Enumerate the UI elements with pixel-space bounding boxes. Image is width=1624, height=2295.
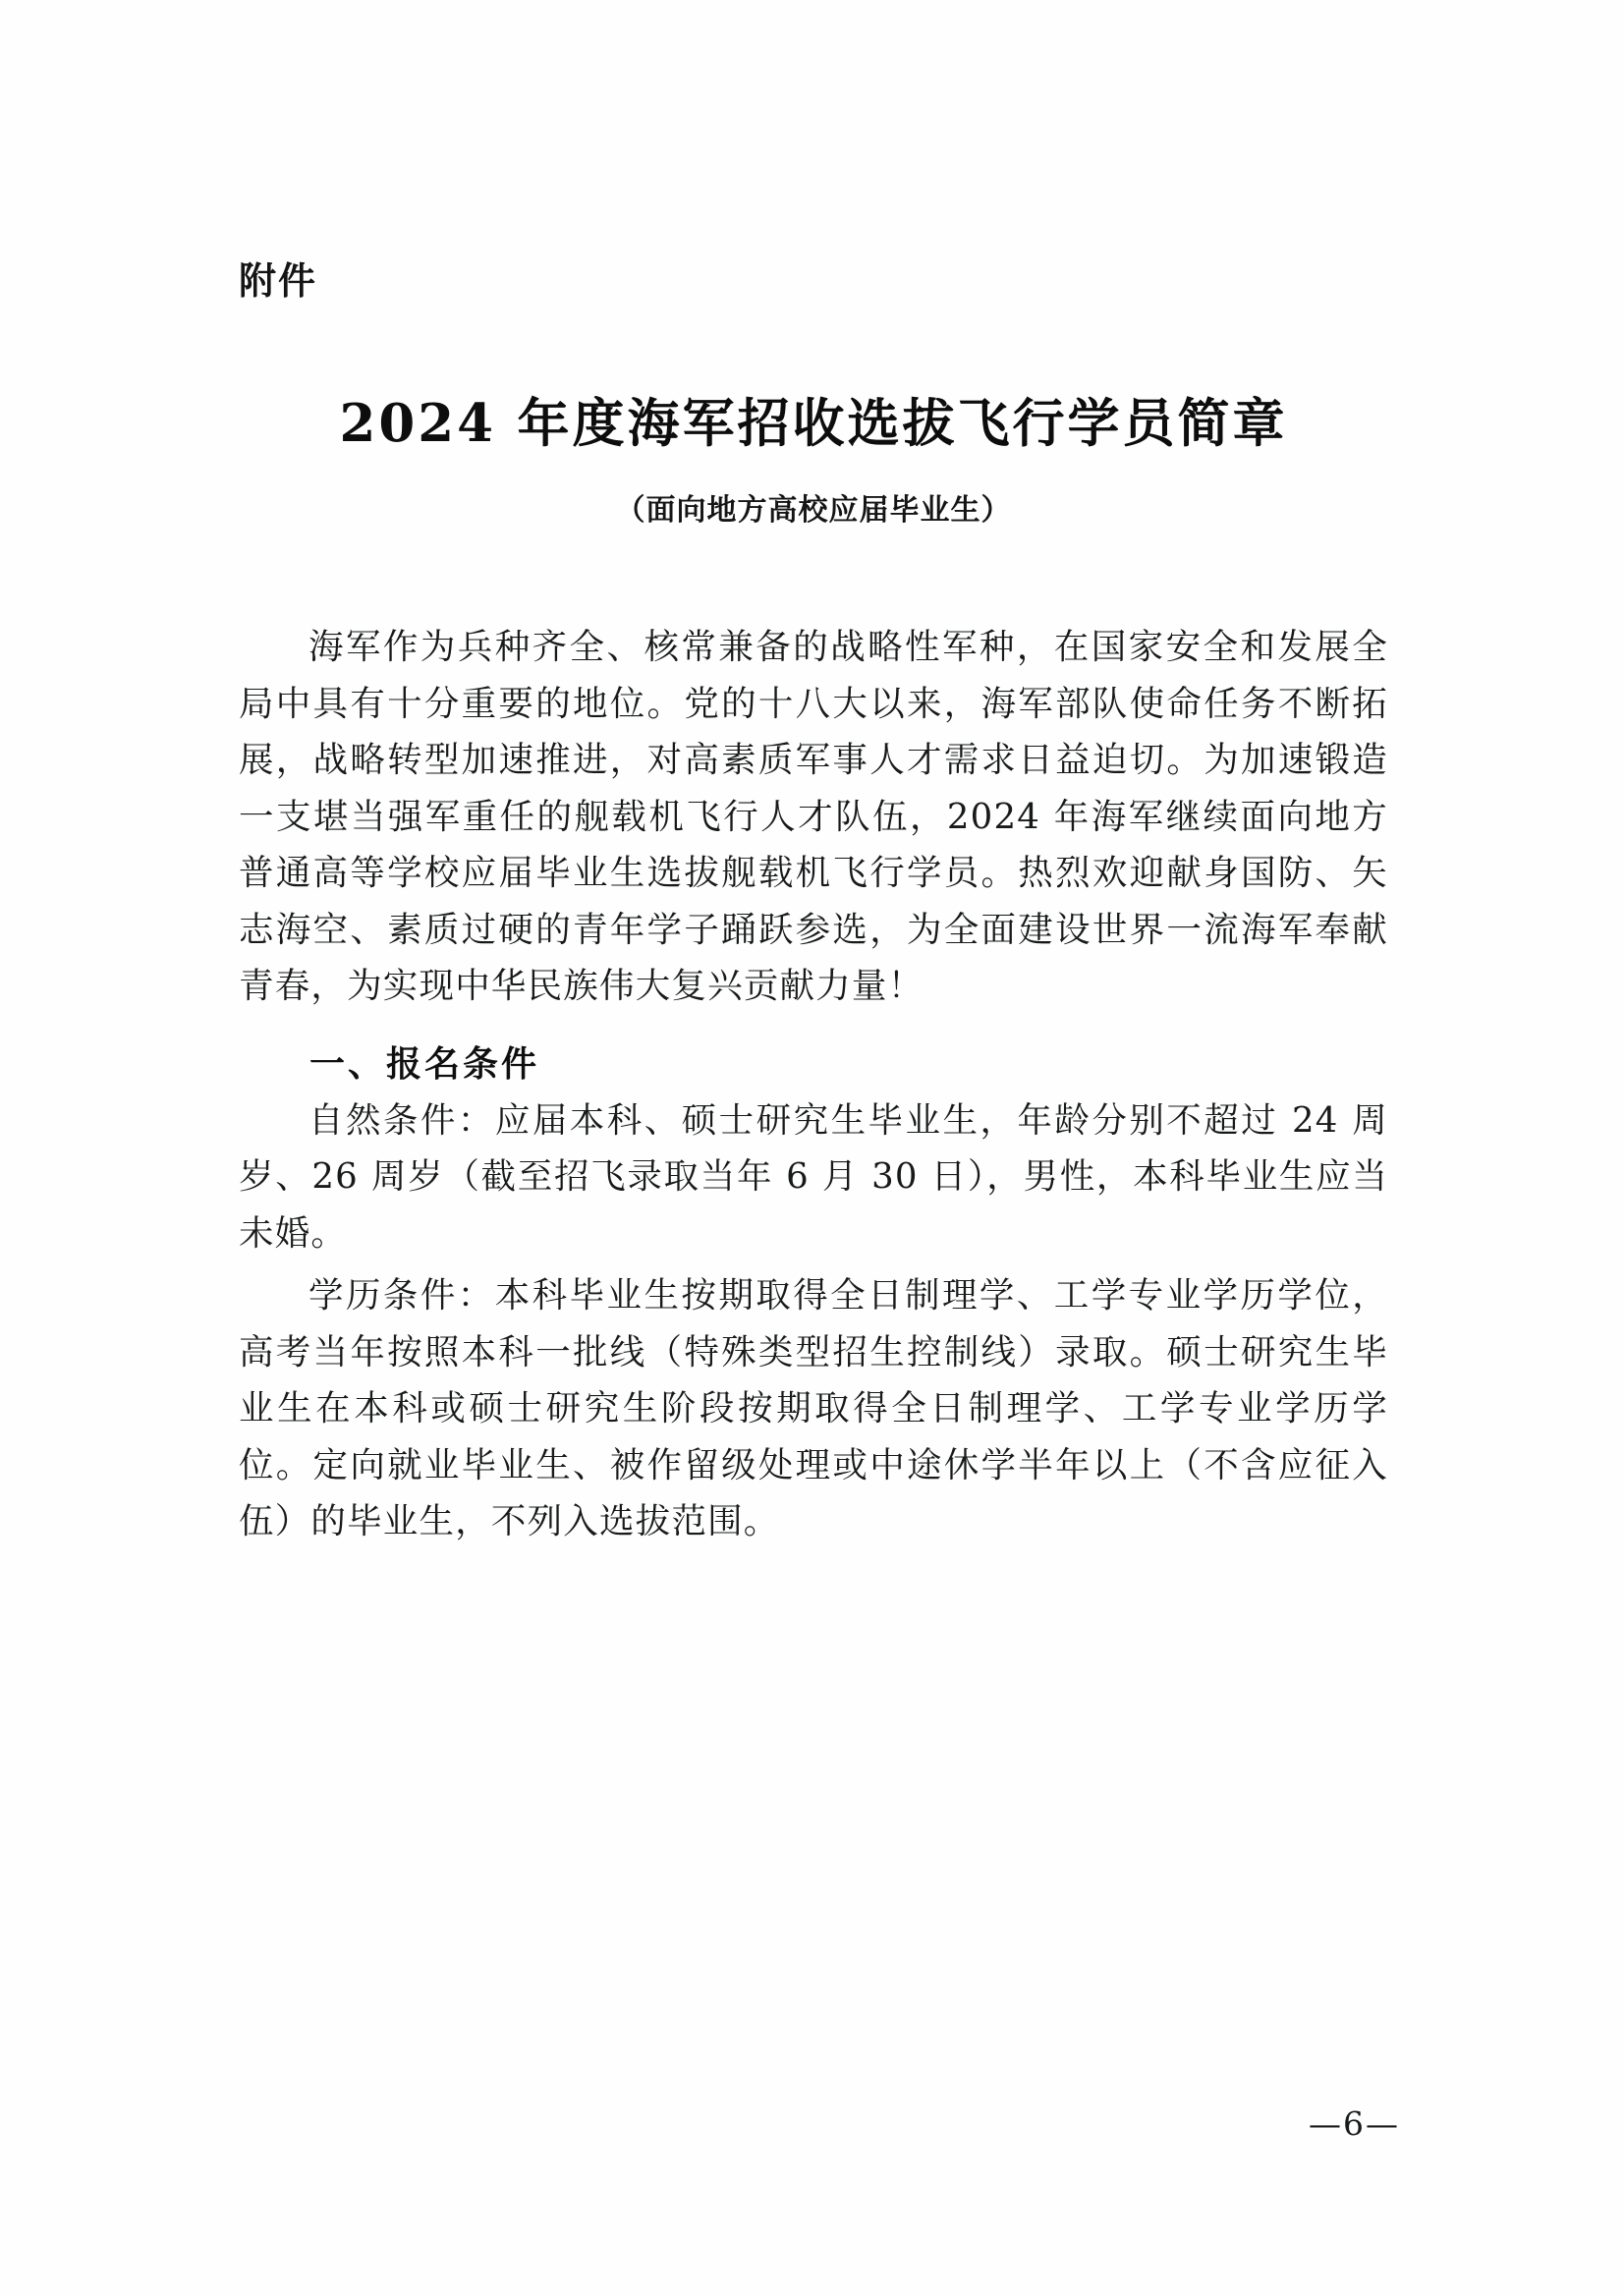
page-number: —6— xyxy=(1309,2104,1400,2143)
attachment-label: 附件 xyxy=(239,258,318,303)
document-body xyxy=(239,251,1388,1556)
intro-paragraph: 海军作为兵种齐全、核常兼备的战略性军种，在国家安全和发展全局中具有十分重要的地位。党的十八大以来，海军部队使命任务不断拓展，战略转型加速推进，对高素质军事人才需求日益迫切。为加速锻造一支堪当强军重任的舰载机飞行人才队伍，2024 年海军继续面向地方普通高等学校应届毕业生选拔舰载机飞行学员。热烈欢迎献身国防、矢志海空、素质过硬的青年学子踊跃参选，为全面建设世界一流海军奉献青春，为实现中华民族伟大复兴贡献力量！ xyxy=(239,627,1388,1007)
page-subtitle: （面向地方高校应届毕业生） xyxy=(615,493,1012,529)
section-heading-application-conditions: 一、报名条件 xyxy=(309,1042,540,1085)
condition-education: 学历条件：本科毕业生按期取得全日制理学、工学专业学历学位，高考当年按照本科一批线（特殊类型招生控制线）录取。硕士研究生毕业生在本科或硕士研究生阶段按期取得全日制理学、工学专业学历学位。定向就业毕业生、被作留级处理或中途休学半年以上（不含应征入伍）的毕业生，不列入选拔范围。 xyxy=(239,1275,1388,1542)
page-title: 2024 年度海军招收选拔飞行学员简章 xyxy=(339,393,1288,454)
condition-natural: 自然条件：应届本科、硕士研究生毕业生，年龄分别不超过 24 周岁、26 周岁（截至招飞录取当年 6 月 30 日），男性，本科毕业生应当未婚。 xyxy=(239,1099,1388,1254)
